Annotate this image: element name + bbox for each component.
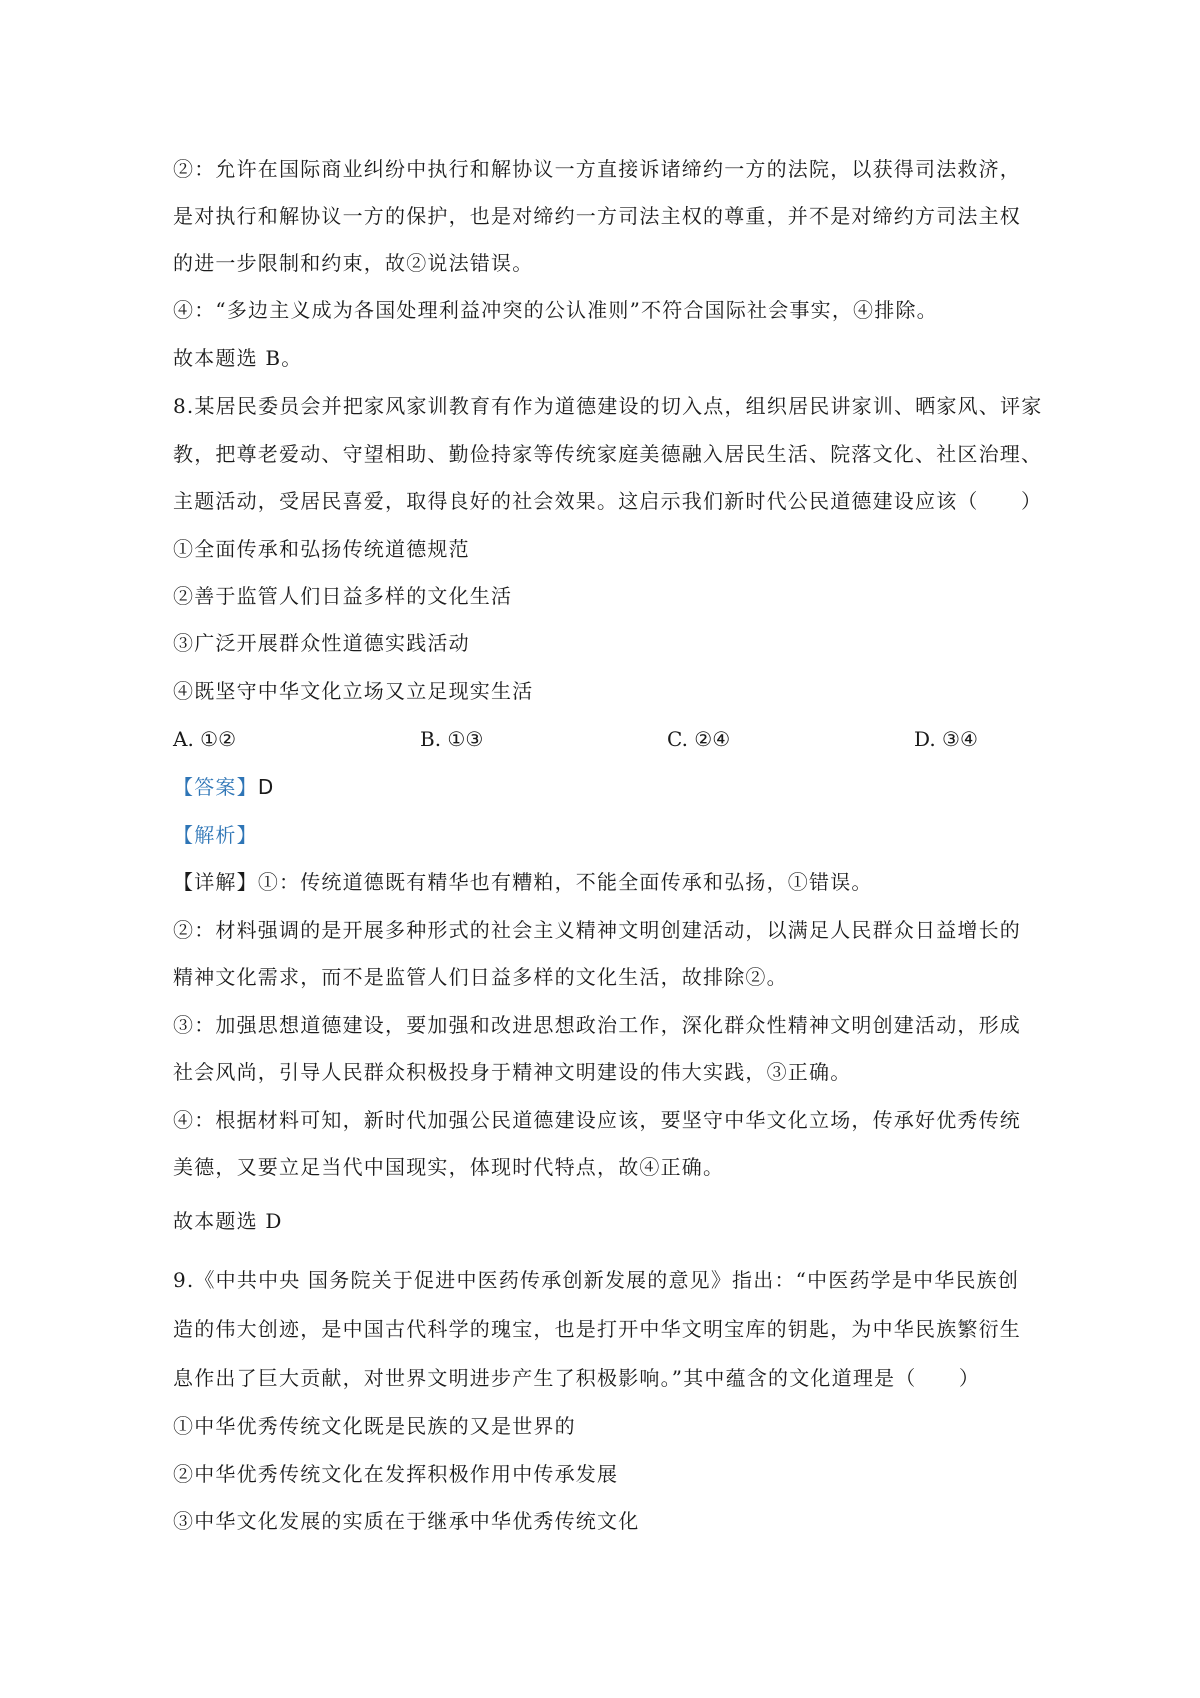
q9-stem: 息作出了巨大贡献，对世界文明进步产生了积极影响。”其中蕴含的文化道理是（ ） [173, 1366, 981, 1390]
q8-item: ④既坚守中华文化立场又立足现实生活 [173, 679, 534, 703]
q9-item: ③中华文化发展的实质在于继承中华优秀传统文化 [173, 1509, 640, 1533]
q8-option-d: D. ③④ [914, 727, 978, 751]
prev-conclusion: 故本题选 B。 [173, 346, 303, 370]
prev-analysis-line: ②：允许在国际商业纠纷中执行和解协议一方直接诉诸缔约一方的法院，以获得司法救济， [173, 157, 1021, 181]
prev-analysis-line: 是对执行和解协议一方的保护，也是对缔约一方司法主权的尊重，并不是对缔约方司法主权 [173, 204, 1021, 228]
detail-text: ①：传统道德既有精华也有糟粕，不能全面传承和弘扬，①错误。 [257, 870, 873, 894]
q9-item: ①中华优秀传统文化既是民族的又是世界的 [173, 1414, 576, 1438]
q9-stem: 造的伟大创迹，是中国古代科学的瑰宝，也是打开中华文明宝库的钥匙，为中华民族繁衍生 [173, 1317, 1021, 1341]
q8-analysis-heading [173, 821, 1033, 849]
answer-tag: 【答案】 [173, 775, 258, 799]
q8-item: ③广泛开展群众性道德实践活动 [173, 631, 470, 655]
q8-detail: 社会风尚，引导人民群众积极投身于精神文明建设的伟大实践，③正确。 [173, 1060, 852, 1084]
prev-analysis-line: 的进一步限制和约束，故②说法错误。 [173, 251, 534, 275]
q8-item: ②善于监管人们日益多样的文化生活 [173, 584, 513, 608]
q8-detail: ②：材料强调的是开展多种形式的社会主义精神文明创建活动，以满足人民群众日益增长的 [173, 918, 1021, 942]
q8-stem: 主题活动，受居民喜爱，取得良好的社会效果。这启示我们新时代公民道德建设应该（ ） [173, 489, 1043, 513]
q9-item: ②中华优秀传统文化在发挥积极作用中传承发展 [173, 1462, 619, 1486]
q8-detail [173, 868, 1033, 896]
prev-analysis-line: ④：“多边主义成为各国处理利益冲突的公认准则”不符合国际社会事实，④排除。 [173, 298, 938, 322]
q8-detail: ③：加强思想道德建设，要加强和改进思想政治工作，深化群众性精神文明创建活动，形成 [173, 1013, 1021, 1037]
q8-detail: 美德，又要立足当代中国现实，体现时代特点，故④正确。 [173, 1155, 725, 1179]
answer-value: D [257, 775, 275, 799]
q8-detail: ④：根据材料可知，新时代加强公民道德建设应该，要坚守中华文化立场，传承好优秀传统 [173, 1108, 1021, 1132]
analysis-tag: 【解析】 [173, 823, 258, 847]
q8-option-c: C. ②④ [667, 727, 731, 751]
detail-tag: 【详解】 [173, 870, 258, 894]
q8-stem: 8.某居民委员会并把家风家训教育有作为道德建设的切入点，组织居民讲家训、晒家风、评家 [173, 394, 1043, 418]
q8-stem: 教，把尊老爱动、守望相助、勤俭持家等传统家庭美德融入居民生活、院落文化、社区治理、 [173, 442, 1043, 466]
q8-option-a: A. ①② [173, 727, 237, 751]
q9-stem: 9.《中共中央 国务院关于促进中医药传承创新发展的意见》指出：“中医药学是中华民族创 [173, 1268, 1020, 1292]
q8-answer [173, 773, 1033, 801]
q8-detail: 精神文化需求，而不是监管人们日益多样的文化生活，故排除②。 [173, 965, 788, 989]
q8-item: ①全面传承和弘扬传统道德规范 [173, 537, 470, 561]
q8-conclusion: 故本题选 D [173, 1209, 283, 1233]
q8-option-b: B. ①③ [420, 727, 484, 751]
